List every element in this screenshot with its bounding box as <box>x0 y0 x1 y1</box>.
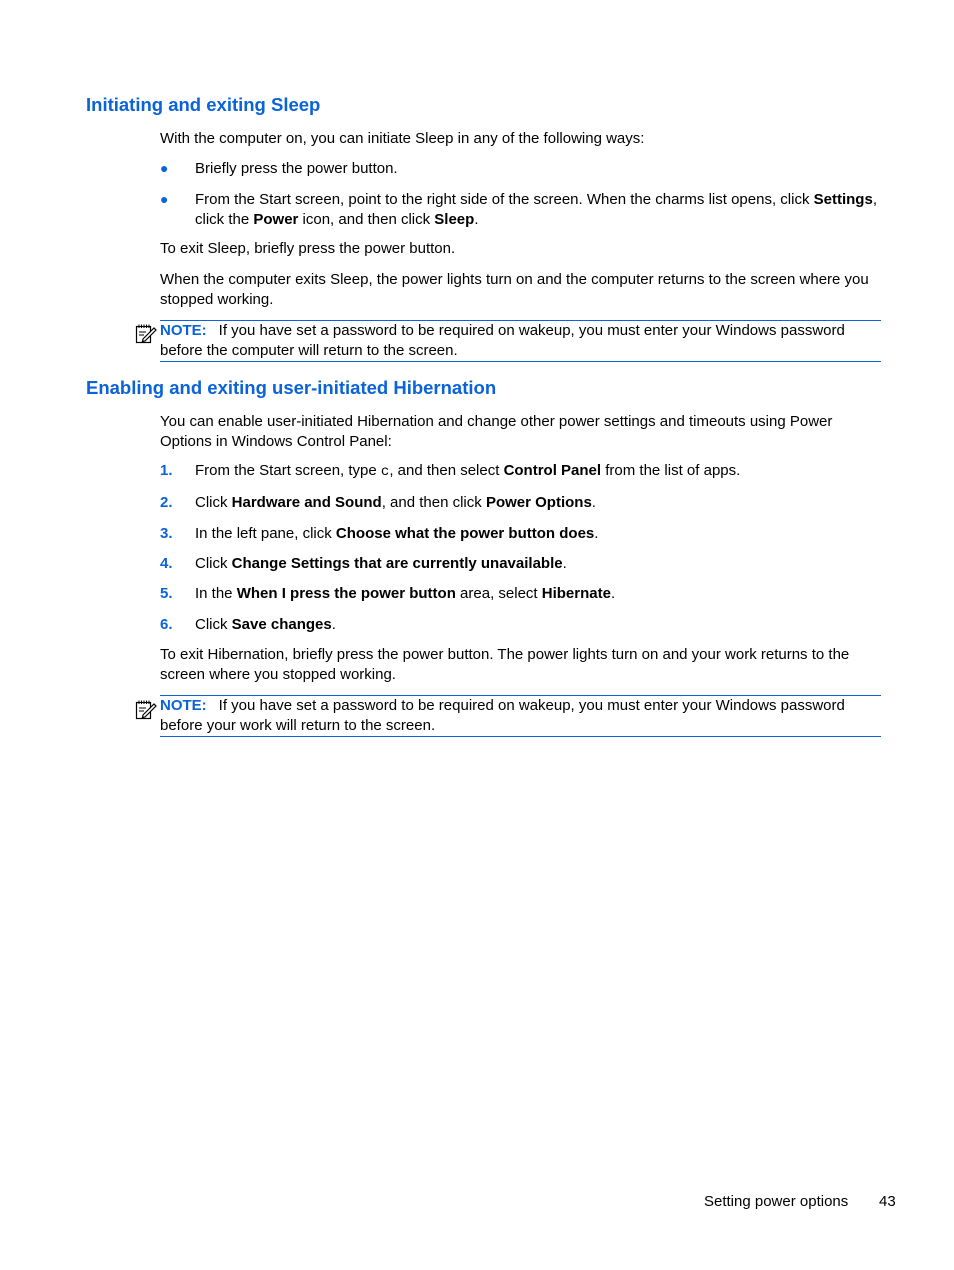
bullet-marker: ● <box>160 191 169 207</box>
hibernation-exit-text: To exit Hibernation, briefly press the power button. The power lights turn on and your work returns to the screen where you stopped working. <box>160 646 850 683</box>
step-5: In the When I press the power button area, select Hibernate. <box>195 585 616 602</box>
note-box-hibernation <box>160 695 881 737</box>
note-text: If you have set a password to be required on wakeup, you must enter your Windows password before the computer will return to the screen. <box>160 322 845 359</box>
step-2: Click Hardware and Sound, and then click Power Options. <box>195 494 596 511</box>
step-number: 4. <box>160 555 173 572</box>
note-text: If you have set a password to be required on wakeup, you must enter your Windows password before your work will return to the screen. <box>160 697 845 734</box>
note-box-sleep <box>160 320 881 362</box>
hibernation-intro: You can enable user-initiated Hibernation and change other power settings and timeouts using Power Options in Windows Control Panel: <box>160 413 833 450</box>
step-number: 6. <box>160 616 173 633</box>
section-heading-sleep: Initiating and exiting Sleep <box>86 94 321 115</box>
step-number: 2. <box>160 494 173 511</box>
bullet-marker: ● <box>160 160 169 176</box>
step-1: From the Start screen, type c, and then select Control Panel from the list of apps. <box>195 462 741 480</box>
sleep-intro: With the computer on, you can initiate Sleep in any of the following ways: <box>160 130 645 147</box>
step-6: Click Save changes. <box>195 616 336 633</box>
step-3: In the left pane, click Choose what the power button does. <box>195 525 599 542</box>
note-label: NOTE: <box>160 697 207 714</box>
step-4: Click Change Settings that are currently unavailable. <box>195 555 567 572</box>
footer-section-title: Setting power options <box>704 1193 849 1210</box>
note-label: NOTE: <box>160 322 207 339</box>
note-icon <box>134 321 158 345</box>
bullet-item-power-button: Briefly press the power button. <box>195 160 398 177</box>
step-number: 5. <box>160 585 173 602</box>
step-number: 1. <box>160 462 173 479</box>
step-number: 3. <box>160 525 173 542</box>
sleep-exit-detail: When the computer exits Sleep, the power lights turn on and the computer returns to the screen where you stopped working. <box>160 271 869 308</box>
section-heading-hibernation: Enabling and exiting user-initiated Hibernation <box>86 377 497 398</box>
sleep-exit-text: To exit Sleep, briefly press the power button. <box>160 240 456 257</box>
bullet-item-charms: From the Start screen, point to the right side of the screen. When the charms list opens, click Settings, click the Power icon, and then click Sleep. <box>195 191 877 228</box>
note-icon <box>134 697 158 721</box>
page-number: 43 <box>879 1193 896 1210</box>
